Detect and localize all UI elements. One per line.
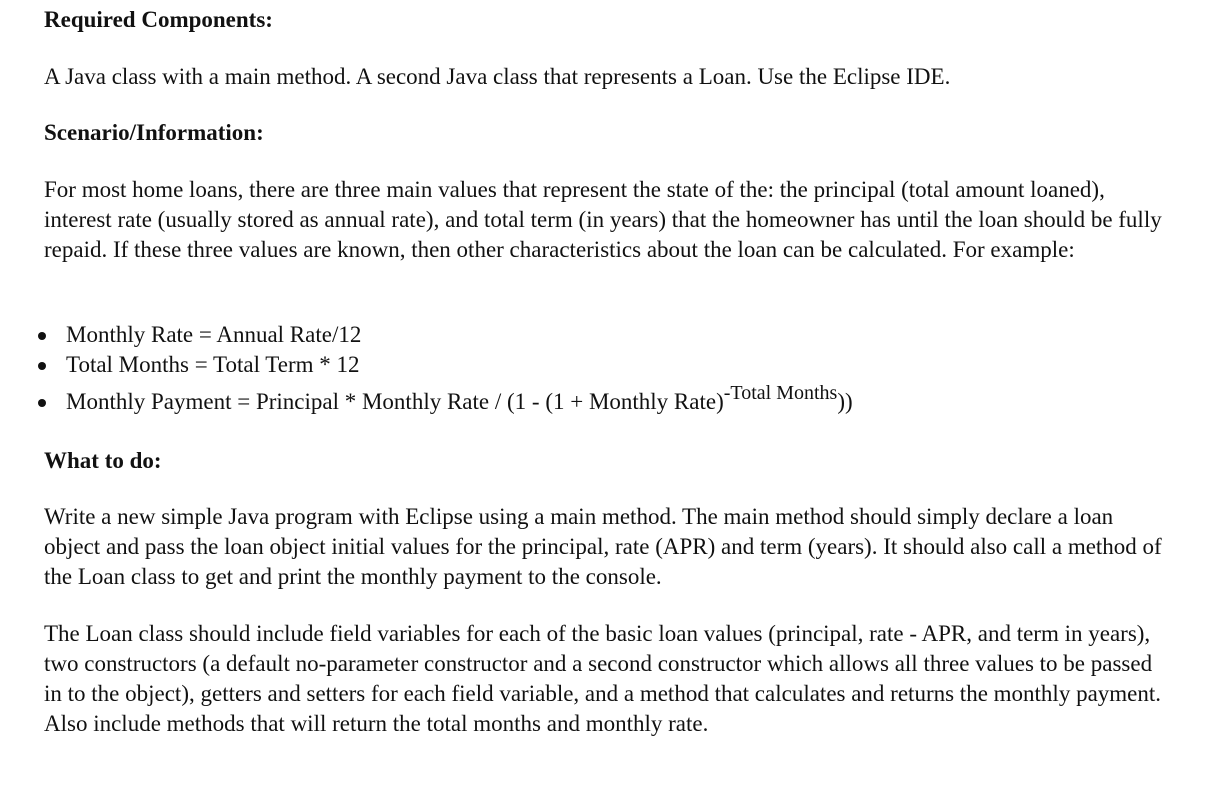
monthly-rate-formula: Monthly Rate = Annual Rate/12: [66, 322, 362, 347]
bullet-dot: [38, 362, 46, 370]
monthly-payment-exponent: -Total Months: [723, 382, 838, 404]
what-to-do-paragraph-2: The Loan class should include field variables for each of the basic loan values (principal, rate - APR, and term in years), two constructors (a default no-parameter constructor and a second constructor which allows all three values to be passed in to the object), getters and setters for each field variable, and a method that calculates and returns the monthly payment. Also include methods that will return the total months and monthly rate.: [44, 621, 1162, 736]
monthly-payment-formula: Monthly Payment = Principal * Monthly Rate / (1 - (1 + Monthly Rate): [66, 389, 724, 414]
scenario-text: For most home loans, there are three main values that represent the state of the: the principal (total amount loaned), interest rate (usually stored as annual rate), and total term (in years) that the homeowner has until the loan should be fully repaid. If these three values are known, then other characteristics about the loan can be calculated. For example:: [44, 177, 1162, 262]
what-to-do-heading: What to do:: [44, 448, 162, 473]
what-to-do-paragraph-1: Write a new simple Java program with Eclipse using a main method. The main method should simply declare a loan object and pass the loan object initial values for the principal, rate (APR) and term (years). It should also call a method of the Loan class to get and print the monthly payment to the console.: [44, 504, 1162, 589]
bullet-dot: [38, 332, 46, 340]
total-months-formula: Total Months = Total Term * 12: [66, 352, 360, 377]
scenario-heading: Scenario/Information:: [44, 120, 264, 145]
required-components-text: A Java class with a main method. A second Java class that represents a Loan. Use the Eclipse IDE.: [44, 64, 951, 89]
list-item-monthly-rate: [0, 320, 853, 350]
formula-list: [0, 320, 853, 418]
list-item-monthly-payment: [0, 382, 853, 418]
list-item-total-months: [0, 350, 853, 380]
required-components-heading: Required Components:: [44, 7, 273, 32]
monthly-payment-close: )): [837, 389, 853, 414]
bullet-dot: [38, 399, 46, 407]
